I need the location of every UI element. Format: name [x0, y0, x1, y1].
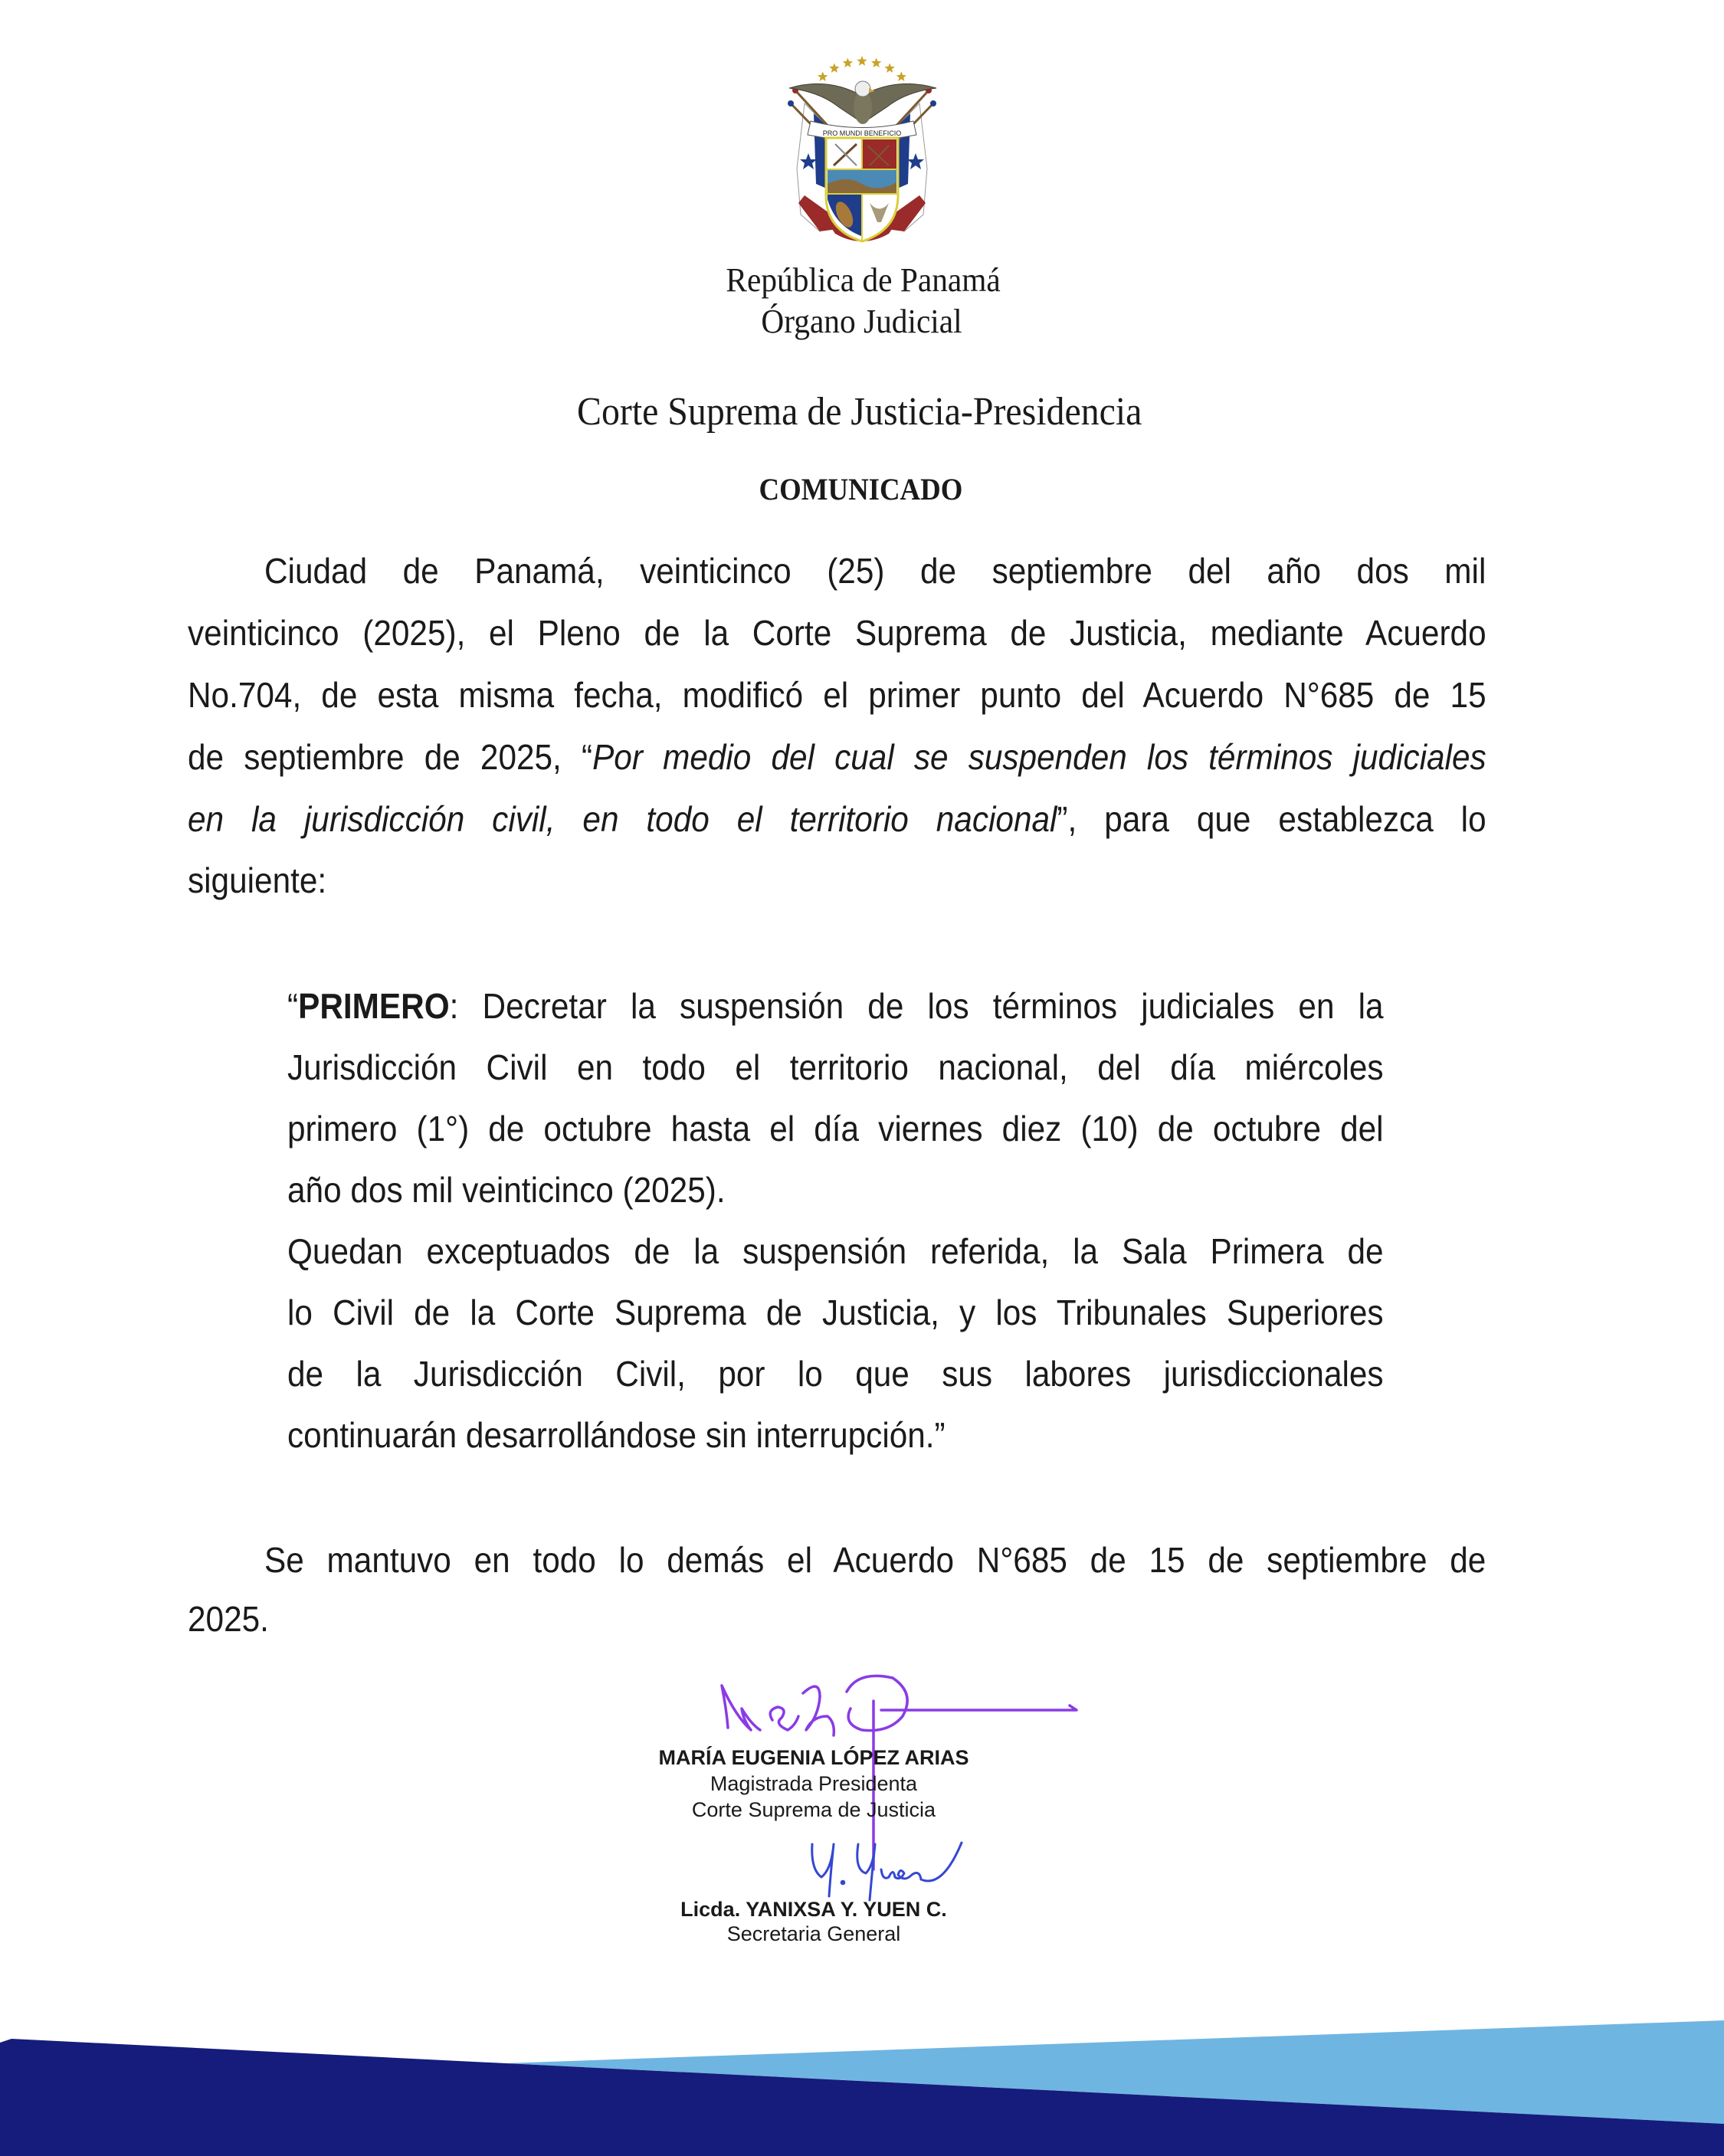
star-icon [896, 71, 906, 81]
star-icon [857, 56, 867, 66]
closing-line: Se mantuvo en todo lo demás el Acuerdo N°685 de 15 de septiembre de [264, 1540, 1486, 1580]
secretary-title: Secretaria General [726, 1922, 901, 1945]
country-label: República de Panamá [726, 261, 1001, 299]
open-quote: “ [287, 986, 299, 1026]
secretary-name: Licda. YANIXSA Y. YUEN C. [680, 1898, 947, 1921]
star-icon [829, 63, 839, 73]
quote-line: lo Civil de la Corte Suprema de Justicia, y los Tribunales Superiores [287, 1293, 1384, 1332]
svg-text:PRO MUNDI BENEFICIO: PRO MUNDI BENEFICIO [822, 129, 902, 137]
quote-line: año dos mil veinticinco (2025). [287, 1170, 726, 1210]
quote-line [287, 988, 1384, 1024]
footer-navy-band [0, 2039, 1724, 2156]
quote-text: : Decretar la suspensión de los términos judiciales en la [449, 986, 1384, 1026]
intro-italic-title: Por medio del cual se suspenden los términos judiciales [592, 737, 1486, 777]
quote-line: continuarán desarrollándose sin interrupción.” [287, 1415, 946, 1455]
intro-text: de septiembre de 2025, “ [188, 737, 593, 777]
star-icon [885, 63, 895, 73]
signature-secretary [797, 1835, 973, 1904]
closing-line: 2025. [188, 1599, 269, 1639]
star-icon [871, 57, 881, 67]
intro-italic-title: en la jurisdicción civil, en todo el territorio nacional [188, 799, 1057, 839]
shield-icon [826, 138, 898, 241]
quote-line: primero (1°) de octubre hasta el día viernes diez (10) de octubre del [287, 1109, 1384, 1148]
quote-line: Jurisdicción Civil en todo el territorio nacional, del día miércoles [287, 1047, 1384, 1087]
document-type-title [0, 474, 1722, 505]
intro-line [188, 739, 1486, 775]
president-title: Magistrada Presidenta [710, 1772, 918, 1795]
intro-line: siguiente: [188, 860, 327, 900]
quote-line: Quedan exceptuados de la suspensión referida, la Sala Primera de [287, 1231, 1384, 1271]
intro-line: Ciudad de Panamá, veinticinco (25) de septiembre del año dos mil [264, 551, 1486, 591]
star-icon [818, 71, 828, 81]
intro-line: veinticinco (2025), el Pleno de la Corte Suprema de Justicia, mediante Acuerdo [188, 613, 1486, 653]
president-institution: Corte Suprema de Justicia [691, 1798, 936, 1821]
coat-of-arms-emblem [774, 31, 950, 245]
doc-type-label: COMUNICADO [759, 472, 962, 506]
primero-label: PRIMERO [298, 986, 450, 1026]
organ-label: Órgano Judicial [761, 303, 963, 340]
intro-line: No.704, de esta misma fecha, modificó el primer punto del Acuerdo N°685 de 15 [188, 675, 1486, 715]
footer-light-blue-band [506, 2020, 1724, 2124]
president-name: MARÍA EUGENIA LÓPEZ ARIAS [658, 1746, 969, 1769]
quote-line: de la Jurisdicción Civil, por lo que sus labores jurisdiccionales [287, 1354, 1384, 1394]
court-label: Corte Suprema de Justicia-Presidencia [577, 390, 1142, 434]
court-name [0, 392, 1722, 432]
country-name [0, 261, 1724, 299]
intro-text: ”, para que establezca lo [1057, 799, 1486, 839]
intro-line [188, 801, 1486, 837]
star-icon [843, 57, 853, 67]
organ-name [0, 305, 1724, 339]
